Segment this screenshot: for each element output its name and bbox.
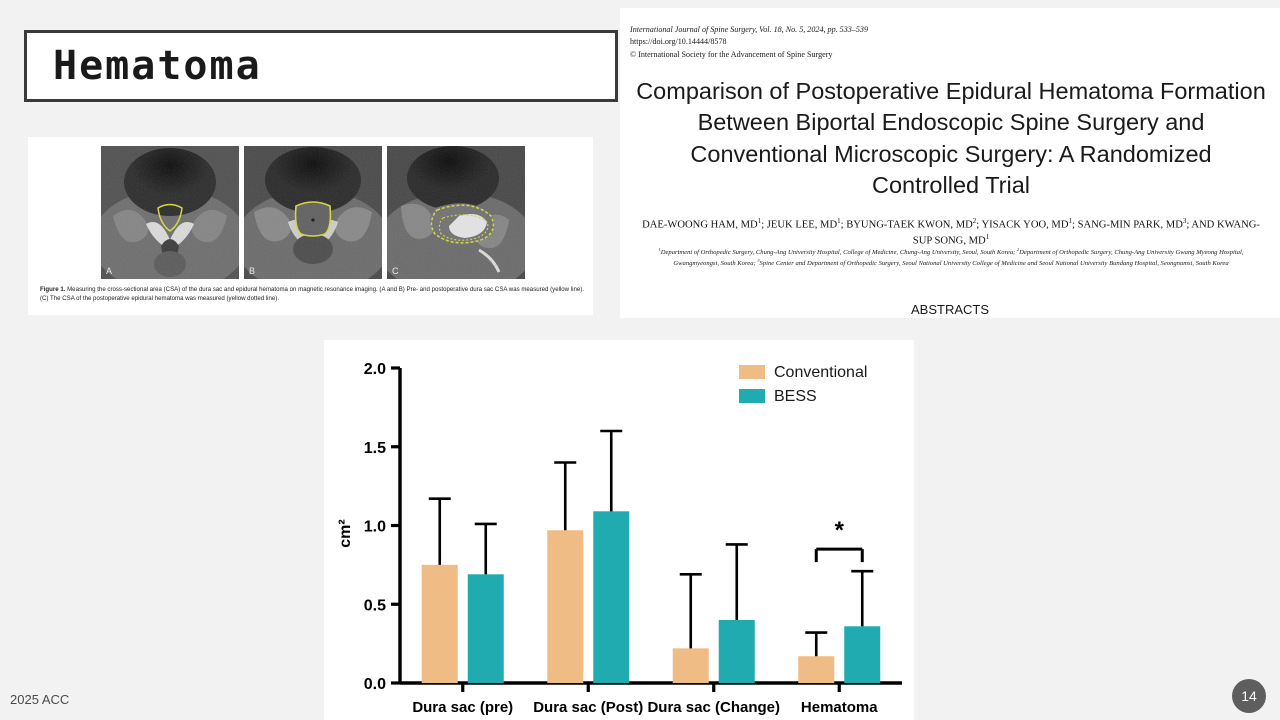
y-axis-tick-label: 0.5 — [363, 597, 386, 615]
x-axis-tick-label: Dura sac (Change) — [647, 699, 781, 716]
bar-conventional-1 — [547, 530, 583, 683]
mri-panel-label: B — [249, 266, 256, 276]
mri-panel-a — [101, 146, 239, 279]
y-axis-tick-label: 2.0 — [363, 361, 386, 378]
abstracts-section-label: ABSTRACTS — [910, 302, 989, 317]
figure-caption — [40, 285, 585, 304]
mri-panel-c — [387, 146, 525, 279]
chart-panel — [324, 340, 914, 720]
x-axis-tick-label: Hematoma — [800, 699, 878, 716]
y-axis-title: cm² — [337, 519, 354, 548]
y-axis-tick-label: 0.0 — [363, 676, 386, 693]
bar-bess-1 — [593, 511, 629, 683]
slide-title-box — [24, 30, 618, 102]
mri-panel-b — [244, 146, 382, 279]
bar-conventional-2 — [673, 648, 709, 683]
figure-caption-label: Figure 1. — [40, 286, 66, 293]
paper-authors: DAE-WOONG HAM, $MD^1$; JEUK LEE, $MD^1$; BYUNG-TAEK KWON, $MD^2$; YISACK YOO, $MD^1$; SANG-MIN PARK, $MD^3$; AND KWANG-SUP SONG, $MD^1$ — [642, 217, 1260, 247]
slide-footer: 2025 ACC — [10, 692, 70, 707]
bar-conventional-3 — [798, 656, 834, 683]
paper-title: Comparison of Postoperative Epidural Hematoma Formation Between Biportal Endoscopic Spine Surgery and Conventional Microscopic Surgery: A Randomized Controlled Trial — [636, 78, 1266, 199]
y-axis-tick-label: 1.5 — [363, 439, 386, 457]
page-number-badge: 14 — [1232, 679, 1266, 713]
mri-image-row — [101, 146, 526, 279]
legend-swatch-conventional — [739, 365, 765, 379]
bar-bess-3 — [844, 626, 880, 683]
bar-bess-0 — [468, 574, 504, 683]
paper-affiliations: $^1$Department of Orthopedic Surgery, Chung-Ang University Hospital, College of Medicine, Chung-Ang University, Seoul, South Korea; $^2$Department of Orthopedic Surgery, Chung-Ang University Gwang Myeong Hospital, Gwangmyeongsi, South Korea; $^3$Spine Center and Department of Orthopedic Surgery, Seoul National University College of Medicine and Seoul National University Bundang Hospital, Seongnamsi, South Korea — [658, 247, 1244, 268]
journal-metadata — [630, 24, 1190, 61]
mri-panel-label: A — [106, 266, 113, 276]
mri-panel-label: C — [392, 266, 399, 276]
legend-label-conventional: Conventional — [774, 364, 868, 381]
journal-copyright-line: © International Society for the Advancement of Spine Surgery — [630, 49, 833, 59]
journal-citation-line: International Journal of Spine Surgery, Vol. 18, No. 5, 2024, pp. 533–539 — [630, 25, 869, 34]
legend-label-bess: BESS — [774, 388, 817, 405]
figure-caption-text: Measuring the cross-sectional area (CSA) of the dura sac and epidural hematoma on magnetic resonance imaging. (A and B) Pre- and postoperative dura sac CSA was measured (yellow line). (C) The CSA of the postoperative epidural hematoma was measured (yellow dotted line). — [40, 286, 584, 303]
x-axis-tick-label: Dura sac (Post) — [533, 699, 644, 716]
page-title: Hematoma — [53, 43, 262, 89]
figure-panel — [28, 137, 593, 315]
bar-conventional-0 — [422, 565, 458, 683]
bar-bess-2 — [719, 620, 755, 683]
paper-panel — [620, 8, 1280, 318]
bar-chart — [324, 340, 914, 720]
significance-asterisk: * — [834, 517, 844, 545]
journal-doi-line: https://doi.org/10.14444/8578 — [630, 37, 727, 47]
x-axis-tick-label: Dura sac (pre) — [412, 699, 514, 716]
y-axis-tick-label: 1.0 — [363, 518, 386, 536]
legend-swatch-bess — [739, 389, 765, 403]
